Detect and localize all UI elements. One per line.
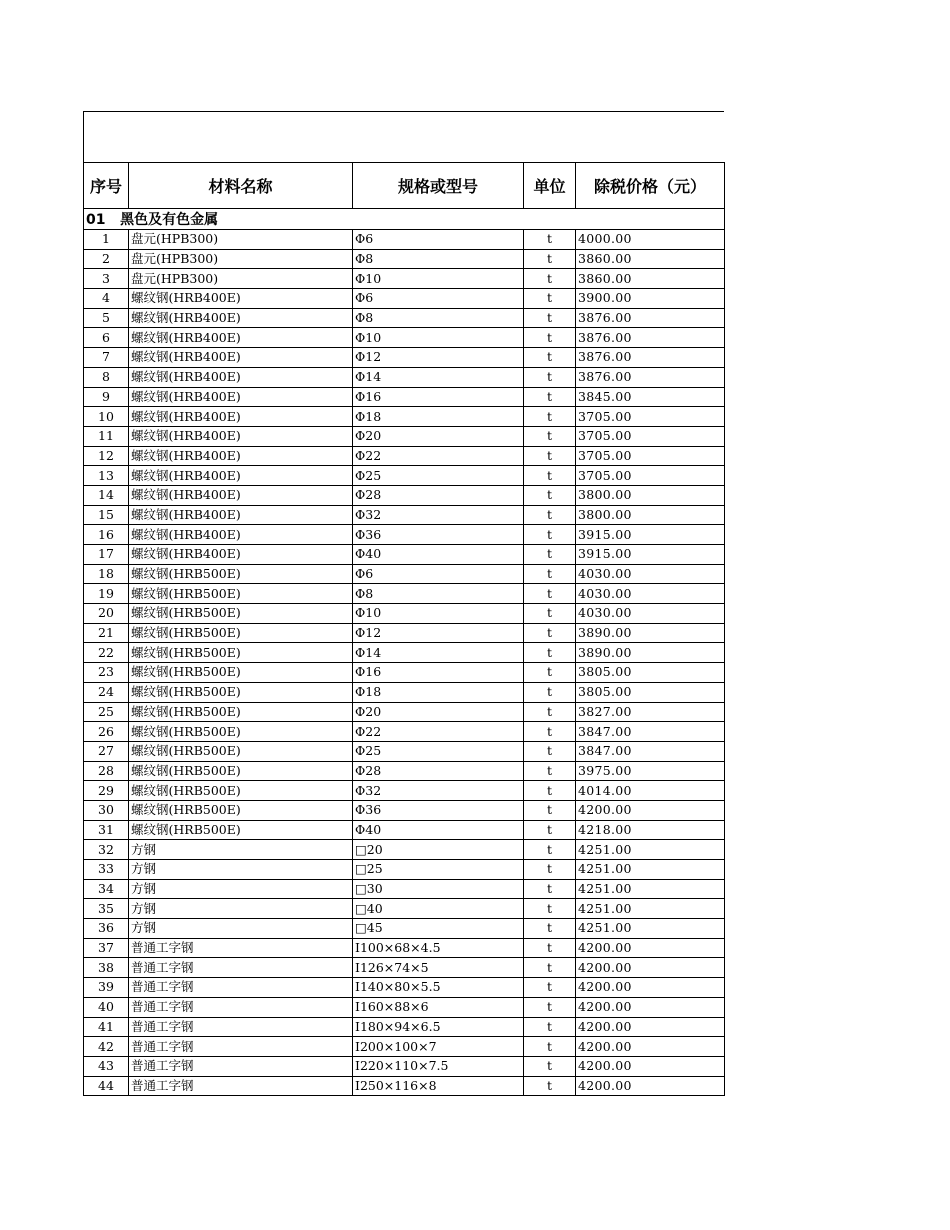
- cell-spec: Φ10: [353, 269, 524, 289]
- cell-price: 4218.00: [576, 820, 725, 840]
- table-row: [84, 328, 725, 348]
- cell-spec: I250×116×8: [353, 1076, 524, 1096]
- table-row: [84, 407, 725, 427]
- cell-spec: Φ32: [353, 505, 524, 525]
- cell-seq: 17: [84, 545, 129, 565]
- cell-price: 4200.00: [576, 997, 725, 1017]
- cell-seq: 38: [84, 958, 129, 978]
- cell-spec: I140×80×5.5: [353, 978, 524, 998]
- cell-unit: t: [524, 485, 576, 505]
- table-row: [84, 1017, 725, 1037]
- cell-spec: □30: [353, 879, 524, 899]
- cell-price: 4200.00: [576, 1076, 725, 1096]
- cell-name: 螺纹钢(HRB500E): [129, 722, 353, 742]
- table-row: [84, 525, 725, 545]
- table-row: [84, 564, 725, 584]
- cell-name: 普通工字钢: [129, 1017, 353, 1037]
- section-label: [84, 209, 353, 230]
- cell-price: 3860.00: [576, 269, 725, 289]
- section-row: [84, 209, 725, 230]
- table-row: [84, 545, 725, 565]
- cell-name: 普通工字钢: [129, 997, 353, 1017]
- cell-name: 螺纹钢(HRB400E): [129, 348, 353, 368]
- cell-seq: 5: [84, 308, 129, 328]
- cell-unit: t: [524, 623, 576, 643]
- cell-seq: 6: [84, 328, 129, 348]
- cell-price: 4200.00: [576, 1037, 725, 1057]
- cell-unit: t: [524, 407, 576, 427]
- cell-price: 3890.00: [576, 643, 725, 663]
- cell-name: 螺纹钢(HRB400E): [129, 387, 353, 407]
- cell-name: 普通工字钢: [129, 1037, 353, 1057]
- cell-name: 普通工字钢: [129, 938, 353, 958]
- cell-spec: Φ28: [353, 485, 524, 505]
- cell-seq: 15: [84, 505, 129, 525]
- cell-spec: Φ10: [353, 328, 524, 348]
- cell-spec: □25: [353, 860, 524, 880]
- cell-unit: t: [524, 663, 576, 683]
- cell-price: 4200.00: [576, 938, 725, 958]
- cell-name: 螺纹钢(HRB400E): [129, 308, 353, 328]
- cell-price: 3705.00: [576, 426, 725, 446]
- cell-name: 方钢: [129, 840, 353, 860]
- cell-unit: t: [524, 564, 576, 584]
- cell-seq: 27: [84, 741, 129, 761]
- cell-seq: 16: [84, 525, 129, 545]
- cell-name: 螺纹钢(HRB400E): [129, 485, 353, 505]
- cell-price: 3876.00: [576, 348, 725, 368]
- cell-seq: 2: [84, 249, 129, 269]
- cell-unit: t: [524, 269, 576, 289]
- cell-unit: t: [524, 387, 576, 407]
- cell-name: 螺纹钢(HRB500E): [129, 564, 353, 584]
- cell-price: 3876.00: [576, 308, 725, 328]
- table-row: [84, 702, 725, 722]
- cell-spec: Φ16: [353, 663, 524, 683]
- cell-price: 3860.00: [576, 249, 725, 269]
- cell-spec: Φ40: [353, 820, 524, 840]
- table-row: [84, 367, 725, 387]
- cell-unit: t: [524, 308, 576, 328]
- cell-name: 螺纹钢(HRB500E): [129, 584, 353, 604]
- cell-price: 4251.00: [576, 899, 725, 919]
- cell-seq: 41: [84, 1017, 129, 1037]
- cell-spec: I200×100×7: [353, 1037, 524, 1057]
- cell-unit: t: [524, 879, 576, 899]
- cell-unit: t: [524, 446, 576, 466]
- table-row: [84, 466, 725, 486]
- cell-seq: 29: [84, 781, 129, 801]
- cell-unit: t: [524, 919, 576, 939]
- cell-unit: t: [524, 820, 576, 840]
- cell-unit: t: [524, 978, 576, 998]
- table-row: [84, 485, 725, 505]
- cell-price: 3876.00: [576, 367, 725, 387]
- title-band: [83, 111, 724, 162]
- table-row: [84, 879, 725, 899]
- cell-price: 3890.00: [576, 623, 725, 643]
- cell-spec: I126×74×5: [353, 958, 524, 978]
- cell-spec: I180×94×6.5: [353, 1017, 524, 1037]
- cell-unit: t: [524, 781, 576, 801]
- cell-spec: □45: [353, 919, 524, 939]
- table-row: [84, 919, 725, 939]
- cell-name: 螺纹钢(HRB400E): [129, 407, 353, 427]
- cell-seq: 8: [84, 367, 129, 387]
- table-row: [84, 308, 725, 328]
- cell-unit: t: [524, 230, 576, 250]
- cell-spec: I160×88×6: [353, 997, 524, 1017]
- cell-spec: Φ25: [353, 466, 524, 486]
- cell-name: 螺纹钢(HRB500E): [129, 604, 353, 624]
- table-body: [84, 209, 725, 1096]
- cell-price: 3800.00: [576, 505, 725, 525]
- cell-name: 普通工字钢: [129, 958, 353, 978]
- cell-name: 方钢: [129, 879, 353, 899]
- table-row: [84, 643, 725, 663]
- cell-name: 盘元(HPB300): [129, 269, 353, 289]
- table-row: [84, 978, 725, 998]
- price-table: [83, 162, 725, 1096]
- cell-seq: 44: [84, 1076, 129, 1096]
- cell-seq: 31: [84, 820, 129, 840]
- table-row: [84, 230, 725, 250]
- cell-seq: 34: [84, 879, 129, 899]
- table-row: [84, 997, 725, 1017]
- table-row: [84, 938, 725, 958]
- cell-price: 4030.00: [576, 604, 725, 624]
- table-row: [84, 446, 725, 466]
- cell-unit: t: [524, 249, 576, 269]
- cell-spec: Φ14: [353, 643, 524, 663]
- table-row: [84, 584, 725, 604]
- table-header: [84, 163, 725, 209]
- cell-unit: t: [524, 367, 576, 387]
- cell-seq: 37: [84, 938, 129, 958]
- cell-seq: 40: [84, 997, 129, 1017]
- cell-name: 盘元(HPB300): [129, 249, 353, 269]
- table-row: [84, 860, 725, 880]
- cell-spec: Φ10: [353, 604, 524, 624]
- table-row: [84, 505, 725, 525]
- cell-seq: 1: [84, 230, 129, 250]
- cell-unit: t: [524, 702, 576, 722]
- cell-name: 螺纹钢(HRB500E): [129, 761, 353, 781]
- cell-price: 4251.00: [576, 919, 725, 939]
- cell-unit: t: [524, 899, 576, 919]
- cell-price: 3705.00: [576, 407, 725, 427]
- cell-price: 4251.00: [576, 879, 725, 899]
- cell-seq: 43: [84, 1056, 129, 1076]
- table-row: [84, 781, 725, 801]
- cell-name: 普通工字钢: [129, 1056, 353, 1076]
- cell-seq: 36: [84, 919, 129, 939]
- cell-seq: 21: [84, 623, 129, 643]
- cell-spec: □20: [353, 840, 524, 860]
- cell-seq: 30: [84, 800, 129, 820]
- cell-spec: Φ20: [353, 426, 524, 446]
- cell-unit: t: [524, 525, 576, 545]
- cell-unit: t: [524, 584, 576, 604]
- cell-price: 3805.00: [576, 663, 725, 683]
- cell-unit: t: [524, 604, 576, 624]
- cell-name: 螺纹钢(HRB400E): [129, 505, 353, 525]
- cell-spec: Φ16: [353, 387, 524, 407]
- cell-seq: 23: [84, 663, 129, 683]
- cell-name: 普通工字钢: [129, 1076, 353, 1096]
- header-price: 除税价格（元）: [576, 163, 725, 209]
- cell-name: 螺纹钢(HRB500E): [129, 643, 353, 663]
- cell-unit: t: [524, 682, 576, 702]
- cell-spec: I220×110×7.5: [353, 1056, 524, 1076]
- cell-seq: 13: [84, 466, 129, 486]
- cell-unit: t: [524, 800, 576, 820]
- cell-price: 4200.00: [576, 800, 725, 820]
- cell-spec: Φ12: [353, 623, 524, 643]
- cell-seq: 10: [84, 407, 129, 427]
- cell-price: 3827.00: [576, 702, 725, 722]
- cell-spec: Φ8: [353, 249, 524, 269]
- cell-seq: 7: [84, 348, 129, 368]
- table-row: [84, 1037, 725, 1057]
- cell-seq: 9: [84, 387, 129, 407]
- table-row: [84, 840, 725, 860]
- cell-seq: 24: [84, 682, 129, 702]
- cell-seq: 35: [84, 899, 129, 919]
- cell-seq: 22: [84, 643, 129, 663]
- cell-seq: 25: [84, 702, 129, 722]
- cell-unit: t: [524, 722, 576, 742]
- cell-price: 4251.00: [576, 860, 725, 880]
- cell-price: 3876.00: [576, 328, 725, 348]
- cell-spec: Φ8: [353, 584, 524, 604]
- cell-seq: 28: [84, 761, 129, 781]
- table-row: [84, 604, 725, 624]
- cell-seq: 42: [84, 1037, 129, 1057]
- cell-price: 4200.00: [576, 1056, 725, 1076]
- cell-price: 3845.00: [576, 387, 725, 407]
- table-row: [84, 269, 725, 289]
- cell-price: 4200.00: [576, 978, 725, 998]
- cell-spec: Φ14: [353, 367, 524, 387]
- cell-name: 螺纹钢(HRB400E): [129, 446, 353, 466]
- cell-name: 螺纹钢(HRB400E): [129, 525, 353, 545]
- cell-unit: t: [524, 1076, 576, 1096]
- cell-name: 方钢: [129, 860, 353, 880]
- cell-seq: 11: [84, 426, 129, 446]
- cell-price: 4251.00: [576, 840, 725, 860]
- cell-name: 螺纹钢(HRB400E): [129, 367, 353, 387]
- cell-spec: Φ8: [353, 308, 524, 328]
- table-row: [84, 899, 725, 919]
- cell-price: 4014.00: [576, 781, 725, 801]
- cell-name: 螺纹钢(HRB400E): [129, 426, 353, 446]
- cell-spec: Φ22: [353, 722, 524, 742]
- table-row: [84, 348, 725, 368]
- cell-price: 4000.00: [576, 230, 725, 250]
- cell-unit: t: [524, 860, 576, 880]
- cell-name: 螺纹钢(HRB400E): [129, 545, 353, 565]
- cell-seq: 33: [84, 860, 129, 880]
- table-row: [84, 682, 725, 702]
- cell-unit: t: [524, 1037, 576, 1057]
- cell-spec: Φ18: [353, 682, 524, 702]
- cell-unit: t: [524, 426, 576, 446]
- cell-spec: Φ25: [353, 741, 524, 761]
- cell-name: 螺纹钢(HRB500E): [129, 820, 353, 840]
- cell-price: 3915.00: [576, 545, 725, 565]
- cell-name: 螺纹钢(HRB400E): [129, 466, 353, 486]
- table-row: [84, 623, 725, 643]
- cell-name: 普通工字钢: [129, 978, 353, 998]
- cell-spec: □40: [353, 899, 524, 919]
- table-row: [84, 800, 725, 820]
- cell-name: 螺纹钢(HRB400E): [129, 328, 353, 348]
- cell-seq: 18: [84, 564, 129, 584]
- cell-unit: t: [524, 1017, 576, 1037]
- cell-name: 螺纹钢(HRB500E): [129, 623, 353, 643]
- cell-unit: t: [524, 840, 576, 860]
- cell-unit: t: [524, 1056, 576, 1076]
- section-title: 黑色及有色金属: [120, 212, 219, 228]
- section-code: 01: [86, 212, 106, 228]
- cell-name: 盘元(HPB300): [129, 230, 353, 250]
- cell-name: 方钢: [129, 919, 353, 939]
- cell-price: 4200.00: [576, 958, 725, 978]
- table-row: [84, 741, 725, 761]
- table-row: [84, 958, 725, 978]
- cell-unit: t: [524, 348, 576, 368]
- cell-name: 螺纹钢(HRB400E): [129, 289, 353, 309]
- header-seq: 序号: [84, 163, 129, 209]
- section-filler: [353, 209, 725, 230]
- cell-spec: Φ20: [353, 702, 524, 722]
- cell-spec: Φ12: [353, 348, 524, 368]
- cell-unit: t: [524, 289, 576, 309]
- header-name: 材料名称: [129, 163, 353, 209]
- cell-spec: I100×68×4.5: [353, 938, 524, 958]
- cell-name: 螺纹钢(HRB500E): [129, 781, 353, 801]
- cell-price: 4200.00: [576, 1017, 725, 1037]
- cell-unit: t: [524, 938, 576, 958]
- cell-price: 3705.00: [576, 466, 725, 486]
- cell-unit: t: [524, 958, 576, 978]
- cell-name: 方钢: [129, 899, 353, 919]
- table-row: [84, 820, 725, 840]
- cell-seq: 32: [84, 840, 129, 860]
- cell-spec: Φ22: [353, 446, 524, 466]
- cell-spec: Φ40: [353, 545, 524, 565]
- cell-name: 螺纹钢(HRB500E): [129, 682, 353, 702]
- cell-unit: t: [524, 328, 576, 348]
- table-row: [84, 1056, 725, 1076]
- cell-spec: Φ6: [353, 289, 524, 309]
- cell-price: 3805.00: [576, 682, 725, 702]
- cell-seq: 20: [84, 604, 129, 624]
- cell-seq: 26: [84, 722, 129, 742]
- cell-seq: 39: [84, 978, 129, 998]
- cell-price: 3705.00: [576, 446, 725, 466]
- cell-spec: Φ36: [353, 525, 524, 545]
- cell-price: 3975.00: [576, 761, 725, 781]
- cell-unit: t: [524, 643, 576, 663]
- cell-unit: t: [524, 545, 576, 565]
- cell-name: 螺纹钢(HRB500E): [129, 741, 353, 761]
- cell-unit: t: [524, 505, 576, 525]
- cell-spec: Φ28: [353, 761, 524, 781]
- cell-seq: 4: [84, 289, 129, 309]
- header-spec: 规格或型号: [353, 163, 524, 209]
- cell-unit: t: [524, 761, 576, 781]
- cell-seq: 3: [84, 269, 129, 289]
- cell-price: 3847.00: [576, 722, 725, 742]
- cell-spec: Φ6: [353, 230, 524, 250]
- table-row: [84, 387, 725, 407]
- table-row: [84, 663, 725, 683]
- cell-price: 3847.00: [576, 741, 725, 761]
- header-unit: 单位: [524, 163, 576, 209]
- cell-seq: 12: [84, 446, 129, 466]
- cell-name: 螺纹钢(HRB500E): [129, 800, 353, 820]
- cell-seq: 19: [84, 584, 129, 604]
- cell-unit: t: [524, 466, 576, 486]
- cell-price: 4030.00: [576, 564, 725, 584]
- table-row: [84, 722, 725, 742]
- cell-price: 3800.00: [576, 485, 725, 505]
- cell-spec: Φ36: [353, 800, 524, 820]
- cell-seq: 14: [84, 485, 129, 505]
- table-row: [84, 1076, 725, 1096]
- table-row: [84, 249, 725, 269]
- cell-price: 3915.00: [576, 525, 725, 545]
- cell-price: 3900.00: [576, 289, 725, 309]
- cell-price: 4030.00: [576, 584, 725, 604]
- table-row: [84, 289, 725, 309]
- cell-name: 螺纹钢(HRB500E): [129, 663, 353, 683]
- table-row: [84, 761, 725, 781]
- cell-unit: t: [524, 741, 576, 761]
- cell-name: 螺纹钢(HRB500E): [129, 702, 353, 722]
- cell-spec: Φ32: [353, 781, 524, 801]
- table-row: [84, 426, 725, 446]
- cell-unit: t: [524, 997, 576, 1017]
- cell-spec: Φ6: [353, 564, 524, 584]
- cell-spec: Φ18: [353, 407, 524, 427]
